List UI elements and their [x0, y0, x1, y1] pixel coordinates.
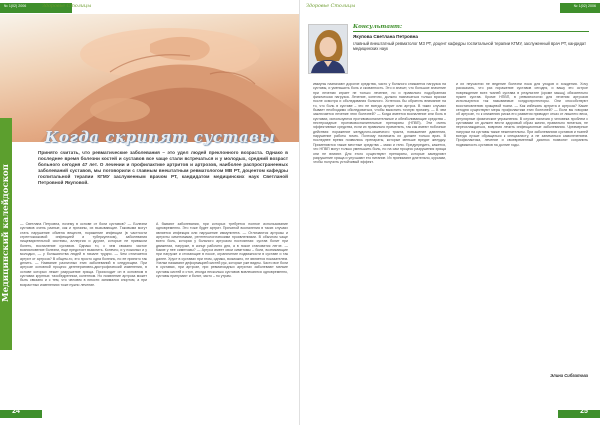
hero-photo [0, 14, 300, 142]
article-title: Когда скрипят суставы [44, 128, 276, 146]
issue-number-right: № 1(02) 2006 [573, 4, 596, 8]
right-column-2-text: и их неучастии не ведение болезни пока для уходов и хождения. Хочу рассказать, что раз поражение суставов сегодня, и вашу это острое повреждение всех тканей сустава в результате (кроме мышц) обязательно нужен сустав. Кроме НПВП, в ревматологии для лечения артрозов используются так называемые хондропротекторы. Они способствуют восстановлению хрящевой ткани. — Как избежать артрита и артроза? Какие сегодня существуют меры профилактики этих болезней? — Если вы говорим об артрозе, то к снижению риска его развития приводит отказ от лишнего веса, регулярные физические упражнения. В случае наличия у человека проблем с суставами он должен вести здоровый образ жизни, правильно питаться, не переохлаждаться, вовремя лечить инфекционные заболевания. Чрезмерные нагрузки на суставы также нежелательны. При заболеваниях суставов и тканей всегда лучше обращаться к специалисту, а не заниматься самолечением. Профилактика, лечение и своевременный диагноз позволят сохранить подвижность суставов на долгие годы. [456, 82, 588, 147]
right-column-2 [456, 82, 588, 370]
consultant-portrait [308, 24, 348, 74]
portrait-image [309, 25, 347, 73]
issue-number-left: № 1(02) 2006 [4, 4, 27, 8]
right-column-1-text: иммуны назначают дорогие средства, часто у больного снижается нагрузка на суставы, и уменьшить боль и скованность. Это и значит, что большое значение при лечении играет не только лечение, но и правильно подобранная физическая нагрузка. Лечение, конечно, должно назначаться только врачом после осмотра и обследования больного. Хотелось бы обратить внимание на то, что боль в суставе – это не всегда артрит или артроз. В таких случаях бывает необходимо обследоваться, чтобы выяснить точную причину. — В чем заключается лечение этих болезней? — Когда имеется воспаление или боль в суставах, используются противовоспалительные и обезболивающие средства – нестероидные противовоспалительные препараты (НПВП). Эти очень эффективные средства, если их правильно применять, так как имеют побочные действия: поражение желудочно-кишечного тракта, повышение давления, нарушение работы почек. Поэтому назначать их должен только врач. В последнее время появились препараты, которые меньше вредят желудку. Применяются также местные средства – мази и гели. Предупредить, кажется, что НПВП могут только уменьшить боль, но на сам процесс разрушения хряща они не влияют. Для этого существуют препараты, которые замедляют разрушение хряща и улучшают его питание. Их принимают длительно, курсами, чтобы получить устойчивый эффект. [313, 82, 446, 165]
page-number-left: 24 [12, 408, 20, 415]
hands-illustration [0, 14, 300, 142]
left-column-1-text: — Светлана Петровна, почему в основе от боли суставов? — Болезни суставов очень разные, как и причины, их вызывающие. Таковыми могут стать нарушение обмена веществ, поражение инфекции (в частности стрептококковой инфекцией и туберкулезом), заболевания пищеварительной системы, аллергия и другие, которые не привыкли болеть, воспаление суставов. Однако то, с чем связано частое возникновение болезни, еще предстоит выяснить. Конечно, и у пожилых и у молодых, — у большинства людей в начале трудно. — Чем отличается артрит от артроза? В общем-то, это просто одна болезнь, но ее принято так делить. — Название различных этих заболеваний в следующем. При артрозе основной процесс дегенеративно-дистрофический изменения, в основе которых лежит разрушение хряща. Происходит он в основном в суставах крупных: тазобедренном, коленном. Но появление артроза может быть связано и с тем, что человек в юности занимался спортом, а при возрастных изменениях тоже нужно лечение. [20, 222, 147, 287]
right-page [300, 0, 600, 425]
left-column-2 [156, 222, 288, 402]
consultant-name: Якупова Светлана Петровна [353, 34, 418, 39]
consultant-label: Консультант: [353, 24, 403, 30]
magazine-brand-left: Здоровье Столицы [42, 4, 92, 9]
left-column-2-text: А бывают заболевания, при которых требуется полное использование одновременно. Это тоже будет артрит. Причиной воспаления в таких случаях является инфекция или нарушение иммунитета. — Отличаются артрозы и артриты симптомами, рентгенологическими проявлениями. В обычном чаще всего боль, которая у больного артрозом постоянная: сустав болит при движении, нагрузке, в конце рабочего дня, а в покое становится легче. — Какие у нее симптомы? — Артроз имеет свои симптомы – боли, возникающие при нагрузке и стихающие в покое, ограничение подвижности в суставе и так далее. Хруст в суставах при этом, однако, возможно, не является показателем. Узелки называют деформацией кистей рук, которые уже видны. Часто все боли в суставах, при артрозе, при ревматоидных артритах заболевают мелкие суставы кистей и стоп, иногда несколько суставов вовлекаются одновременно, суставы припухают и болят, часто – по утрам. [156, 222, 288, 279]
article-lead: Принято считать, что ревматические заболевания – это удел людей преклонного возраста. Однако в последнее время болезни костей и суставов все чаще стали встречаться и у молодых, средний возраст больного сегодня 47 лет. О лечении и профилактике артритов и артрозов, наиболее распространенных заболеваний суставов, мы поговорили с главным внештатным ревматологом МВ РТ, доцентом кафедры госпитальной терапии КГМУ заслуженным врачом РТ, кандидатом медицинских наук Светланой Петровной Якуповой. [38, 150, 288, 185]
right-column-1 [313, 82, 446, 404]
section-sidebar-title: Медицинский калейдоскоп [1, 164, 11, 302]
page-number-right: 25 [580, 408, 588, 415]
left-column-1 [20, 222, 147, 402]
consultant-description: главный внештатный ревматолог МЗ РТ, доцент кафедры госпитальной терапии КГМУ, заслуженный врач РТ, кандидат медицинских наук [353, 41, 587, 52]
article-author: Элина Сибгатова [550, 373, 588, 378]
consultant-divider [353, 31, 589, 32]
magazine-brand-right: Здоровье Столицы [306, 4, 356, 9]
